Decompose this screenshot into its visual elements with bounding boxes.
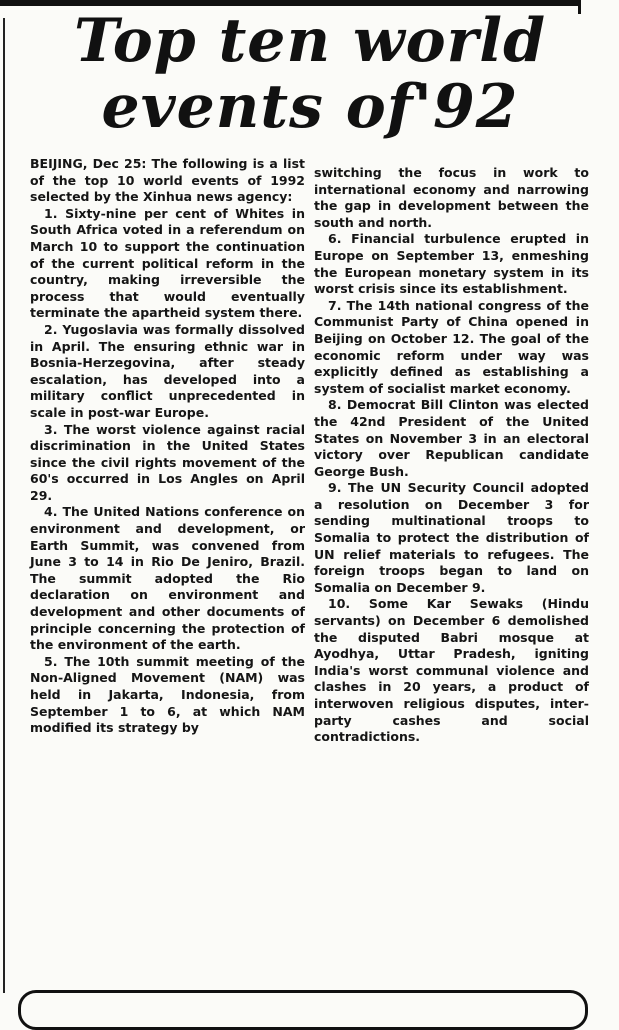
article-paragraph: 2. Yugoslavia was formally dissolved in April. The ensuring ethnic war in Bosnia-Herzegovina, after steady escalation, has developed into a military conflict unprecedented in scale in post-war Europe.	[30, 321, 305, 420]
headline-line-1: Top ten world	[73, 6, 547, 76]
article-column-left	[30, 156, 305, 737]
article-paragraph: 1. Sixty-nine per cent of Whites in South Africa voted in a referendum on March 10 to support the continuation of the current political reform in the country, making irreversible the process that would eventually terminate the apartheid system there.	[30, 205, 305, 321]
article-paragraph: 10. Some Kar Sewaks (Hindu servants) on December 6 demolished the disputed Babri mosque at Ayodhya, Uttar Pradesh, igniting India's worst communal violence and clashes in 20 years, a product of interwoven religious disputes, inter-party cashes and social contradictions.	[314, 596, 589, 745]
article-column-right	[314, 165, 589, 746]
article-paragraph: 7. The 14th national congress of the Communist Party of China opened in Beijing on October 12. The goal of the economic reform under way was explicitly defined as establishing a system of socialist market economy.	[314, 297, 589, 396]
article-paragraph: 4. The United Nations conference on environment and development, or Earth Summit, was convened from June 3 to 14 in Rio De Jeniro, Brazil. The summit adopted the Rio declaration on environment and development and other documents of principle concerning the protection of the environment of the earth.	[30, 504, 305, 653]
article-paragraph: 6. Financial turbulence erupted in Europe on September 13, enmeshing the European monetary system in its worst crisis since its establishment.	[314, 231, 589, 297]
headline	[20, 8, 600, 140]
article-paragraph: 3. The worst violence against racial discrimination in the United States since the civil rights movement of the 60's occurred in Los Angles on April 29.	[30, 421, 305, 503]
article-paragraph: 5. The 10th summit meeting of the Non-Aligned Movement (NAM) was held in Jakarta, Indonesia, from September 1 to 6, at which NAM modified its strategy by	[30, 653, 305, 736]
article-paragraph: switching the focus in work to international economy and narrowing the gap in development between the south and north.	[314, 165, 589, 230]
left-column-rule	[3, 18, 5, 993]
article-paragraph: BEIJING, Dec 25: The following is a list of the top 10 world events of 1992 selected by the Xinhua news agency:	[30, 156, 305, 205]
next-article-box-border	[18, 990, 588, 1030]
headline-line-2: events of'92	[101, 72, 519, 142]
article-paragraph: 8. Democrat Bill Clinton was elected the 42nd President of the United States on November 3 in an electoral victory over Republican candidate George Bush.	[314, 397, 589, 479]
article-paragraph: 9. The UN Security Council adopted a resolution on December 3 for sending multinational troops to Somalia to protect the distribution of UN relief materials to refugees. The foreign troops began to land on Somalia on December 9.	[314, 480, 589, 595]
